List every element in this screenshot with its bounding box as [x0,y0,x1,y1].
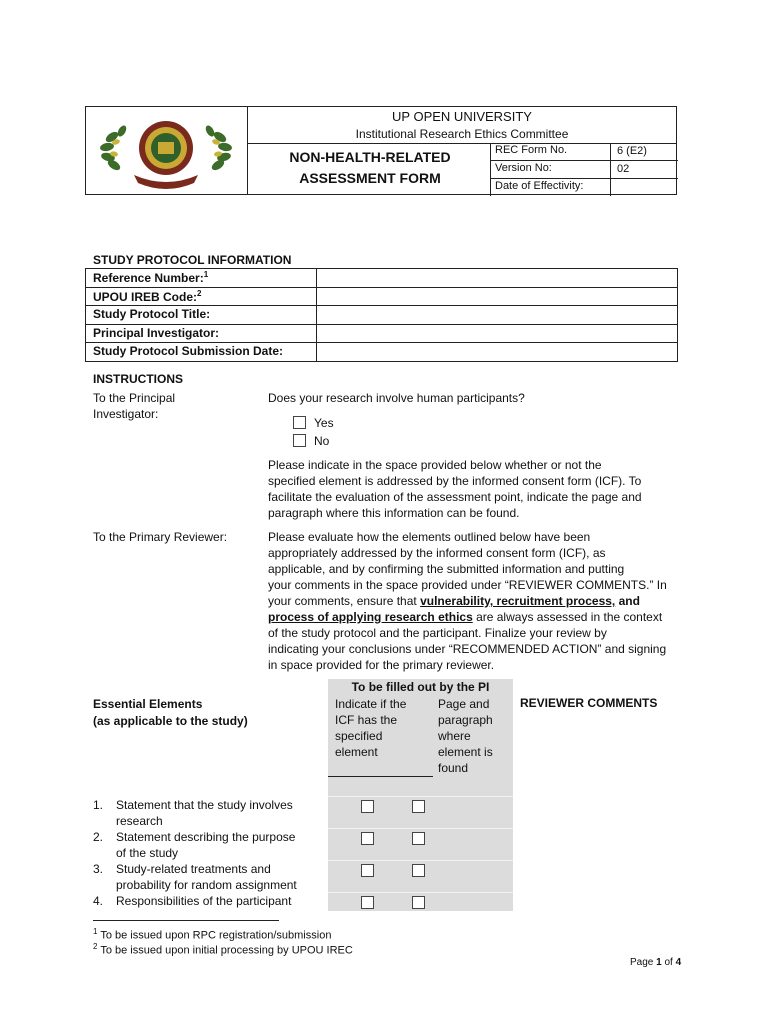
participants-question: Does your research involve human participants? [268,391,525,405]
row-divider [328,796,513,797]
row-divider [328,828,513,829]
item2-indicate-checkbox[interactable] [361,832,374,845]
meta-row-effectivity [491,179,678,196]
essential-elements-header: Essential Elements (as applicable to the study) [93,697,248,728]
reference-number-field[interactable] [316,269,679,287]
table-row [86,343,677,361]
item4-page-checkbox[interactable] [412,896,425,909]
option-no-label: No [314,434,330,448]
study-protocol-title: STUDY PROTOCOL INFORMATION [93,253,292,267]
row-divider [328,892,513,893]
no-checkbox[interactable] [293,434,306,447]
list-item: 4. Responsibilities of the participant [93,894,292,908]
page-paragraph-column-header: Page and paragraph where element is found [438,697,493,775]
field-label: Study Protocol Submission Date: [93,344,284,358]
option-yes[interactable] [293,415,334,431]
footnote-1: $^1$ To be issued upon RPC registration/submission [93,927,332,942]
table-row [86,325,677,344]
instructions-title: INSTRUCTIONS [93,372,183,386]
item4-indicate-checkbox[interactable] [361,896,374,909]
form-title [256,147,484,189]
form-header [85,106,677,195]
university-name: UP OPEN UNIVERSITY [392,109,532,124]
meta-value: 02 [610,161,677,178]
item1-page-checkbox[interactable] [412,800,425,813]
footnote-2: $^2$ To be issued upon initial processing by UPOU IREC [93,942,353,957]
pi-instructions: Please indicate in the space provided below whether or not the specified element is addressed by the informed consent form (ICF). To facilitate the evaluation of the assessment point, indicate the page and paragraph where this information can be found. [268,458,642,520]
meta-value: 6 (E2) [610,143,677,160]
protocol-title-field[interactable] [316,306,679,324]
meta-row-version [491,161,678,179]
principal-investigator-field[interactable] [316,325,679,343]
meta-label: Date of Effectivity: [495,180,584,192]
field-label: Reference Number:$^1$ [93,270,209,285]
reviewer-label: To the Primary Reviewer: [93,530,228,544]
option-no[interactable] [293,433,329,449]
item3-indicate-checkbox[interactable] [361,864,374,877]
submission-date-field[interactable] [316,343,679,361]
reviewer-instructions: Please evaluate how the elements outlined below have been appropriately addressed by the informed consent form (ICF), as applicable, and by confirming the submitted information and putting your comments in the space provided under “REVIEWER COMMENTS.” In your comments, ensure that vulnerability, recruitment process, and process of applying research ethics are always assessed in the context of the study protocol and the participant. Finalize your review by indicating your conclusions under “RECOMMENDED ACTION” and signing in space provided for the primary reviewer. [268,530,667,672]
field-label: Principal Investigator: [93,325,220,340]
yes-checkbox[interactable] [293,416,306,429]
indicate-column-header: Indicate if the ICF has the specified element [335,697,407,759]
meta-row-form-no [491,143,678,161]
committee-name: Institutional Research Ethics Committee [355,127,569,141]
meta-value [610,179,677,196]
item2-page-checkbox[interactable] [412,832,425,845]
footnote-divider [93,920,279,921]
field-label: Study Protocol Title: [93,307,211,321]
table-row [86,288,677,307]
pi-column-header: To be filled out by the PI [351,680,490,694]
form-meta-table [490,143,678,196]
field-label: UPOU IREB Code:$^2$ [93,288,202,304]
study-protocol-table [85,268,678,362]
list-item: 3. Study-related treatments and probability for random assignment [93,862,297,892]
list-item: 2. Statement describing the purpose of the study [93,830,296,860]
item3-page-checkbox[interactable] [412,864,425,877]
logo-cell [86,107,248,194]
university-seal-icon [86,107,247,194]
ireb-code-field[interactable] [316,288,679,306]
list-item: 1. Statement that the study involves research [93,798,293,828]
meta-label: Version No: [495,162,552,174]
column-underline [328,776,433,777]
page-number: Page 1 of 4 [630,957,682,968]
meta-label: REC Form No. [495,144,568,156]
row-divider [328,860,513,861]
table-row [86,306,677,325]
form-title-line1: NON-HEALTH-RELATED [289,149,451,165]
pi-label: To the Principal Investigator: [93,391,176,421]
form-title-line2: ASSESSMENT FORM [299,170,441,186]
essential-elements-list [93,797,325,909]
table-row [86,269,677,288]
item1-indicate-checkbox[interactable] [361,800,374,813]
reviewer-comments-header: REVIEWER COMMENTS [520,696,658,710]
option-yes-label: Yes [314,416,334,430]
